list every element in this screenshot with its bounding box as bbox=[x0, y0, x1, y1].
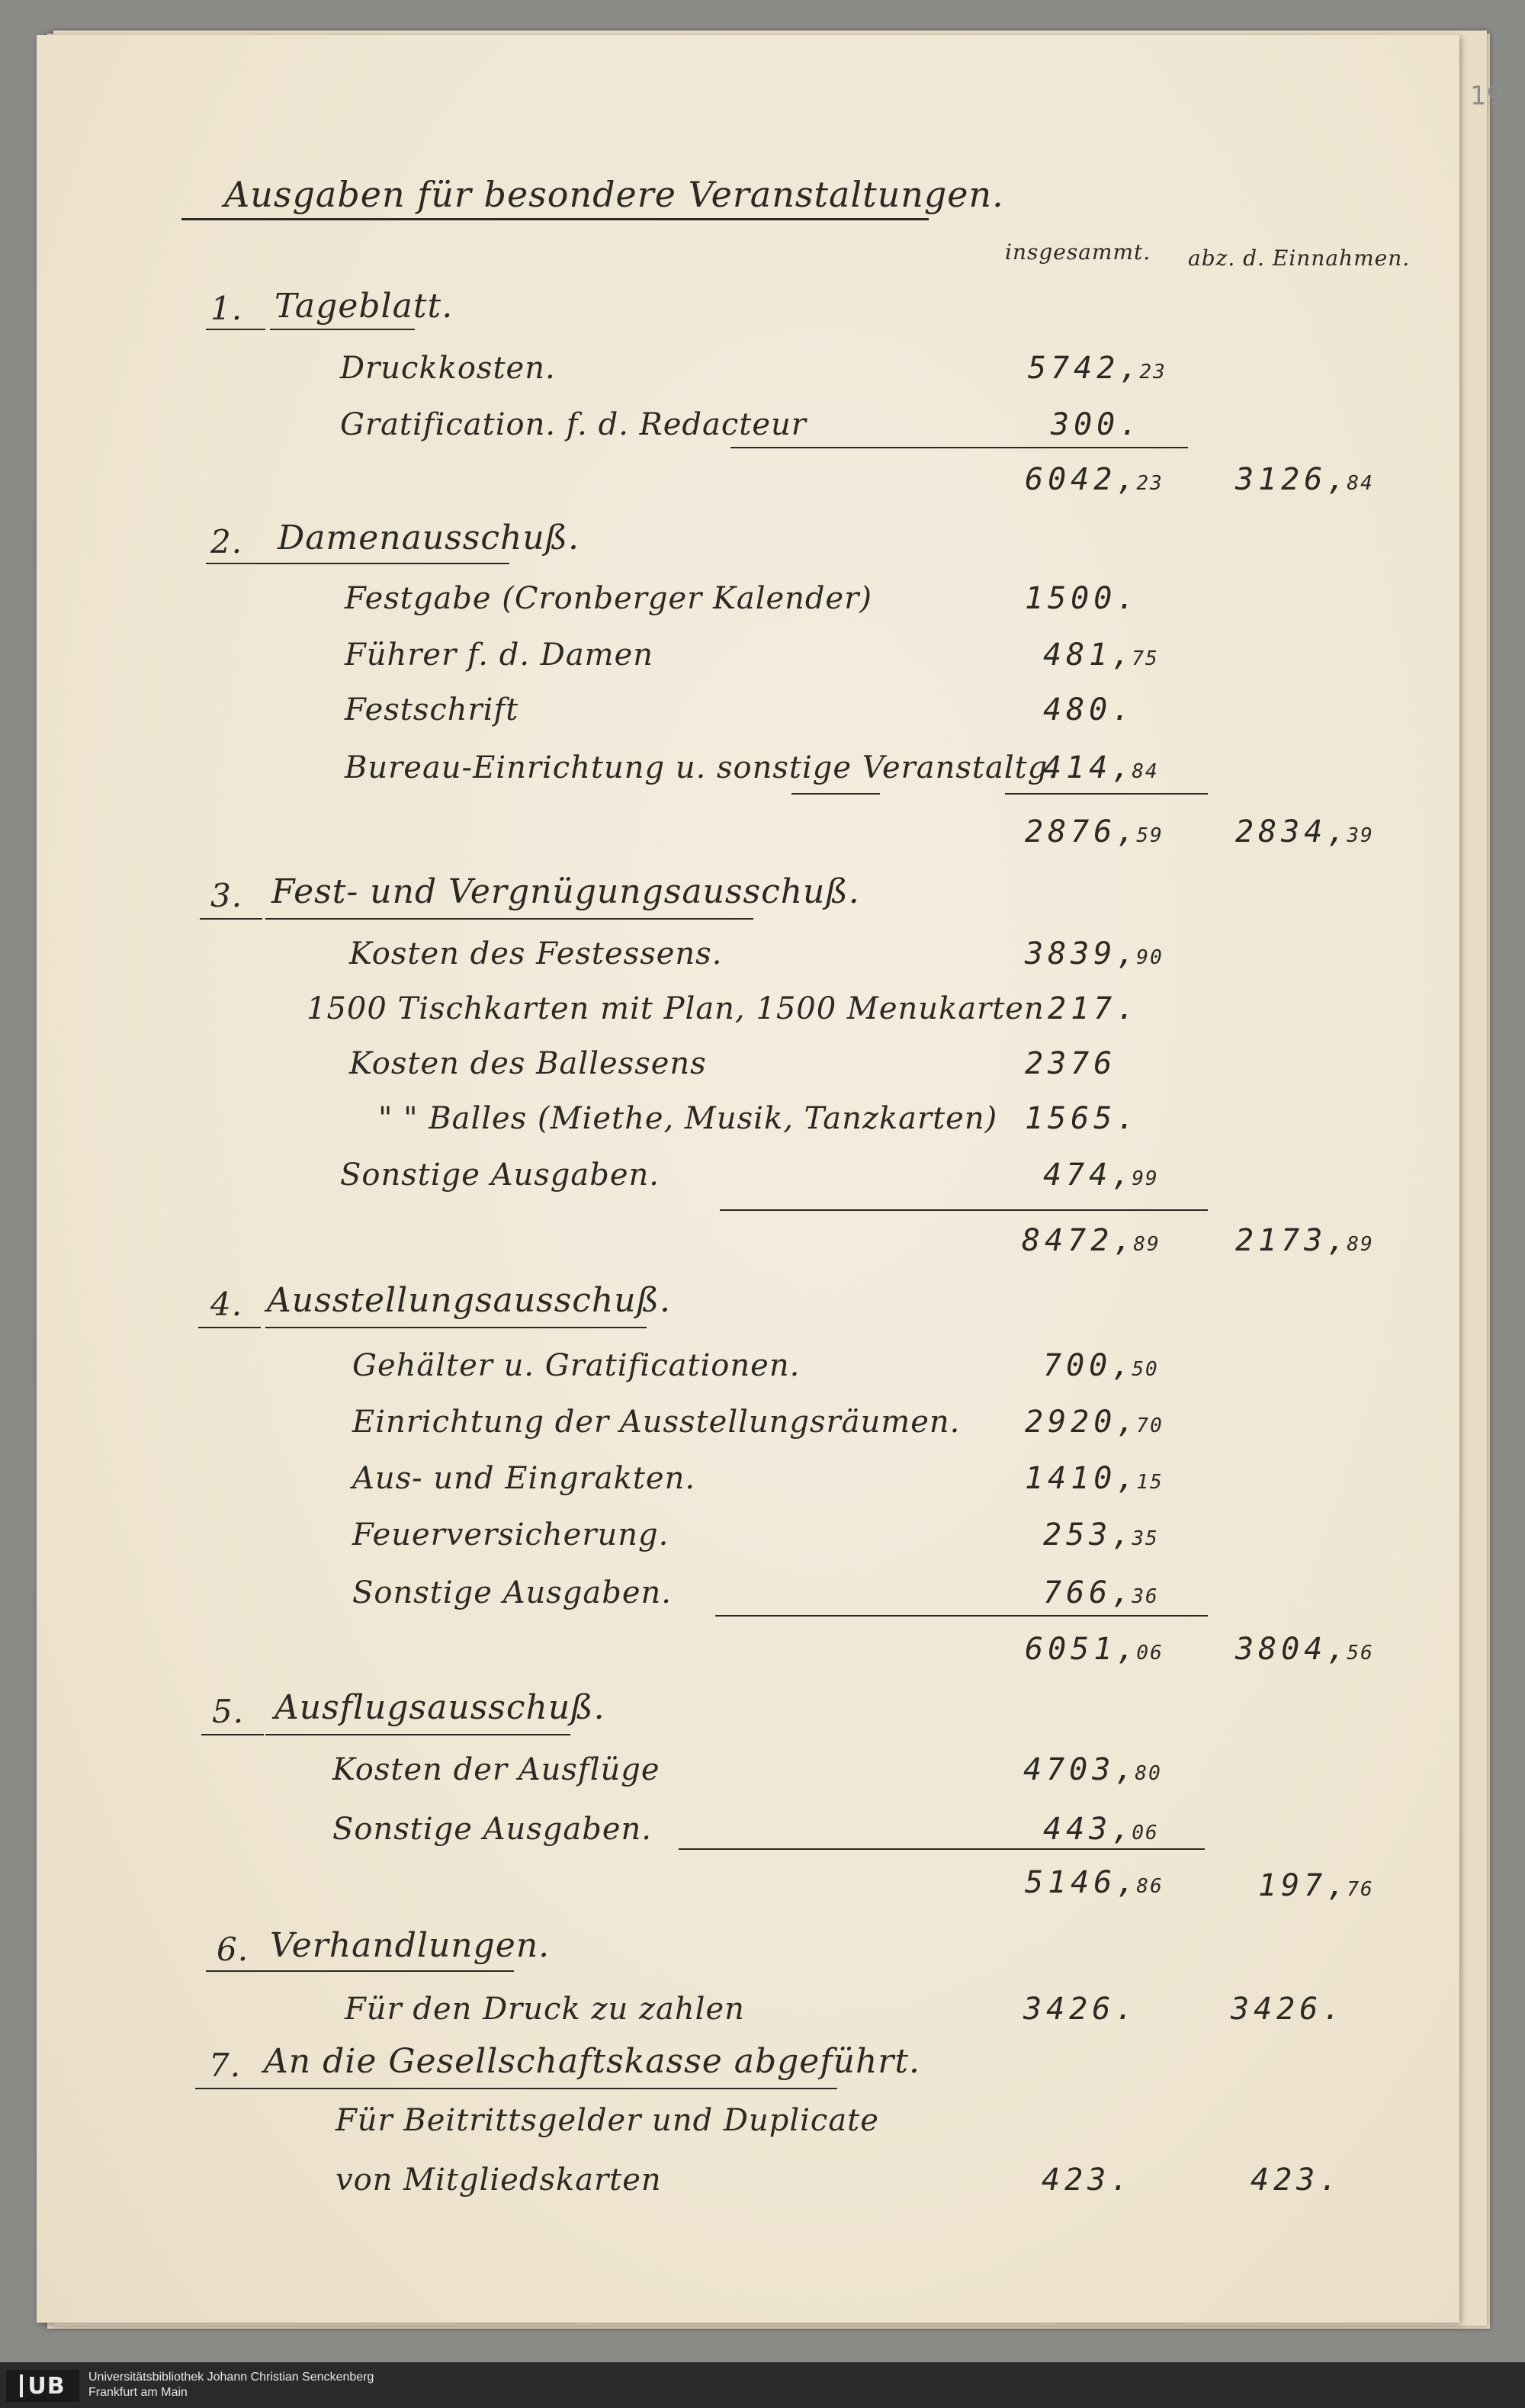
item-amount: 423. bbox=[1042, 2162, 1134, 2198]
section-title-underline bbox=[264, 1970, 514, 1972]
item-label: Bureau-Einrichtung u. sonstige Veranstaltg. bbox=[345, 750, 1059, 785]
sum-line bbox=[715, 1615, 1208, 1617]
item-amount: 766,36 bbox=[1043, 1575, 1159, 1610]
item-amount: 700,50 bbox=[1043, 1348, 1159, 1383]
section-number: 6. bbox=[217, 1931, 249, 1968]
sum-line bbox=[1005, 793, 1208, 795]
item-label: Kosten der Ausflüge bbox=[332, 1752, 660, 1787]
page-title: Ausgaben für besondere Veranstaltungen. bbox=[224, 174, 1004, 215]
section-net: 2834,39 bbox=[1235, 814, 1374, 849]
section-title: Damenausschuß. bbox=[278, 519, 580, 557]
item-label: Für den Druck zu zahlen bbox=[345, 1992, 745, 2027]
section-title-underline bbox=[265, 1327, 647, 1328]
item-label: Aus- und Eingrakten. bbox=[352, 1461, 696, 1496]
section-total: 5146,86 bbox=[1025, 1865, 1164, 1900]
section-number: 2. bbox=[210, 523, 243, 560]
section-title: Ausflugsausschuß. bbox=[274, 1688, 605, 1727]
item-amount: 443,06 bbox=[1043, 1812, 1159, 1847]
section-number-underline bbox=[195, 2088, 259, 2089]
library-footer bbox=[0, 2362, 1525, 2408]
item-net: 423. bbox=[1250, 2162, 1343, 2198]
library-name bbox=[88, 2370, 374, 2400]
folio-number: 19 bbox=[1470, 81, 1504, 111]
item-amount: 481,75 bbox=[1043, 637, 1159, 673]
section-number: 1. bbox=[210, 290, 243, 327]
item-label: Gratification. f. d. Redacteur bbox=[340, 407, 807, 442]
item-label: Führer f. d. Damen bbox=[345, 637, 654, 673]
item-amount: 300. bbox=[1051, 407, 1143, 442]
column-header-total: insgesammt. bbox=[1005, 239, 1151, 265]
item-amount: 217. bbox=[1048, 991, 1140, 1026]
title-underline bbox=[181, 218, 929, 220]
item-label: Festgabe (Cronberger Kalender) bbox=[345, 581, 872, 616]
section-number-underline bbox=[200, 918, 262, 920]
item-amount: 253,35 bbox=[1043, 1517, 1159, 1552]
section-number: 5. bbox=[212, 1693, 245, 1730]
item-label: Gehälter u. Gratificationen. bbox=[352, 1348, 801, 1383]
section-net: 3126,84 bbox=[1235, 462, 1374, 497]
item-label: Druckkosten. bbox=[340, 351, 556, 386]
sum-line bbox=[720, 1209, 1208, 1211]
item-label: Kosten des Festessens. bbox=[349, 936, 723, 971]
library-name-line1: Universitätsbibliothek Johann Christian Senckenberg bbox=[88, 2371, 374, 2384]
section-net: 3804,56 bbox=[1235, 1632, 1374, 1667]
item-amount: 414,84 bbox=[1043, 750, 1159, 785]
document-page bbox=[37, 35, 1504, 2323]
section-number-underline bbox=[201, 1734, 264, 1735]
section-number-underline bbox=[198, 1327, 261, 1328]
item-label: " " Balles (Miethe, Musik, Tanzkarten) bbox=[378, 1101, 998, 1136]
section-total: 8472,89 bbox=[1022, 1223, 1161, 1258]
item-amount: 3839,90 bbox=[1025, 936, 1164, 971]
section-number-underline bbox=[206, 563, 265, 564]
sum-line bbox=[791, 793, 880, 795]
item-label: von Mitgliedskarten bbox=[336, 2162, 662, 2198]
item-amount: 2376 bbox=[1025, 1046, 1117, 1081]
item-amount: 2920,70 bbox=[1025, 1405, 1164, 1440]
section-title-underline bbox=[265, 918, 753, 920]
section-total: 6051,06 bbox=[1025, 1632, 1164, 1667]
section-title: Fest- und Vergnügungsausschuß. bbox=[271, 872, 860, 911]
item-label: Feuerversicherung. bbox=[352, 1517, 669, 1552]
section-title: Tageblatt. bbox=[274, 287, 454, 326]
section-number: 7. bbox=[209, 2047, 242, 2084]
section-number: 3. bbox=[210, 877, 243, 914]
column-header-net: abz. d. Einnahmen. bbox=[1188, 246, 1411, 271]
item-amount: 1500. bbox=[1025, 581, 1140, 616]
item-amount: 1565. bbox=[1025, 1101, 1140, 1136]
item-label: Einrichtung der Ausstellungsräumen. bbox=[352, 1405, 961, 1440]
item-label: Für Beitrittsgelder und Duplicate bbox=[336, 2103, 879, 2138]
item-amount: 1410,15 bbox=[1025, 1461, 1164, 1496]
item-label: Festschrift bbox=[345, 692, 519, 727]
section-title-underline bbox=[270, 329, 415, 330]
section-title-underline bbox=[259, 2088, 837, 2089]
library-name-line2: Frankfurt am Main bbox=[88, 2386, 188, 2399]
section-total: 2876,59 bbox=[1025, 814, 1164, 849]
item-amount: 3426. bbox=[1023, 1992, 1138, 2027]
sum-line bbox=[679, 1848, 1205, 1850]
section-title-underline bbox=[265, 563, 509, 564]
item-label: 1500 Tischkarten mit Plan, 1500 Menukarten bbox=[307, 991, 1045, 1026]
section-net: 197,76 bbox=[1258, 1868, 1374, 1903]
sum-line bbox=[730, 447, 1188, 448]
item-label: Sonstige Ausgaben. bbox=[332, 1812, 653, 1847]
item-label: Kosten des Ballessens bbox=[349, 1046, 707, 1081]
item-amount: 4703,80 bbox=[1023, 1752, 1162, 1787]
section-net: 2173,89 bbox=[1235, 1223, 1374, 1258]
section-title: Ausstellungsausschuß. bbox=[267, 1281, 671, 1320]
section-title: Verhandlungen. bbox=[270, 1926, 551, 1965]
section-total: 6042,23 bbox=[1025, 462, 1164, 497]
item-amount: 5742,23 bbox=[1028, 351, 1167, 386]
section-title-underline bbox=[265, 1734, 570, 1735]
section-title: An die Gesellschaftskasse abgeführt. bbox=[264, 2042, 920, 2081]
section-number-underline bbox=[206, 1970, 264, 1972]
item-label: Sonstige Ausgaben. bbox=[352, 1575, 673, 1610]
item-net: 3426. bbox=[1231, 1992, 1346, 2027]
item-amount: 480. bbox=[1043, 692, 1135, 727]
section-number-underline bbox=[206, 329, 265, 330]
section-number: 4. bbox=[210, 1286, 243, 1323]
item-label: Sonstige Ausgaben. bbox=[340, 1157, 660, 1193]
item-amount: 474,99 bbox=[1043, 1157, 1159, 1193]
ub-logo: UB bbox=[6, 2370, 79, 2402]
